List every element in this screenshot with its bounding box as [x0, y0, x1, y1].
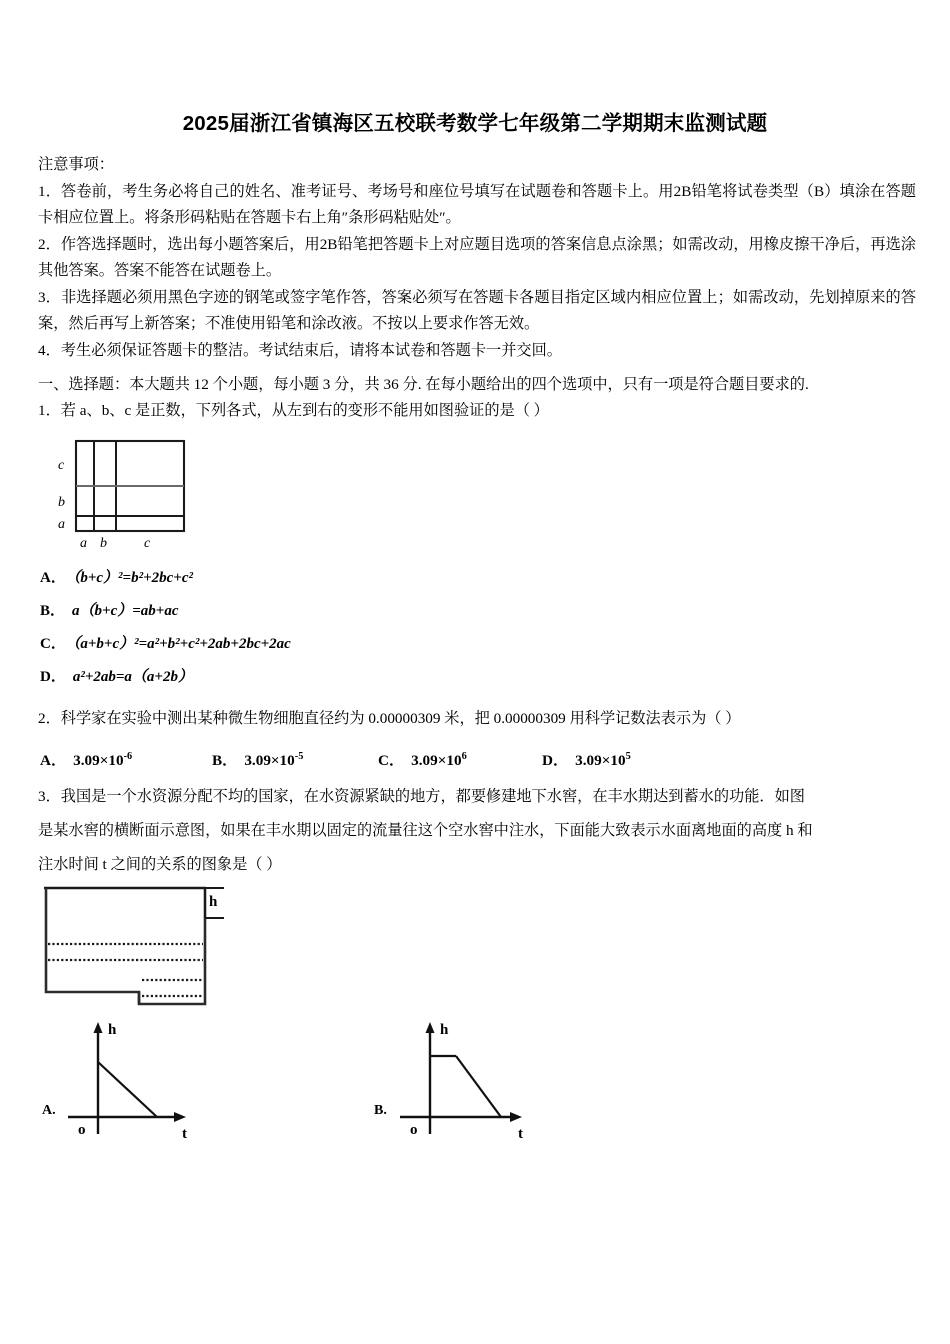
graph-a-y-label: h	[108, 1022, 117, 1038]
q2-option-d-mantissa: 3.09×10	[575, 752, 626, 769]
question-3-line-3: 注水时间 t 之间的关系的图象是（ ）	[38, 856, 282, 873]
graph-a-plot-line	[98, 1062, 157, 1117]
graph-b-option-label: B.	[374, 1103, 387, 1118]
q2-option-a-mantissa: 3.09×10	[73, 752, 124, 769]
q2-option-d-label: D．	[542, 752, 569, 769]
graph-a-origin-label: o	[78, 1122, 86, 1138]
grid-bottom-label-a: a	[80, 536, 87, 551]
figure-rectangle-grid	[36, 433, 216, 555]
page-title: 2025届浙江省镇海区五校联考数学七年级第二学期期末监测试题	[182, 112, 768, 135]
figure-water-cellar	[38, 884, 238, 1010]
q2-option-c-label: C．	[378, 752, 405, 769]
graph-b-svg	[372, 1018, 632, 1146]
graph-a-svg	[40, 1018, 300, 1146]
graph-b-plot-descend	[456, 1056, 501, 1117]
option-b-label: B．	[40, 603, 66, 619]
notice-item-2: 2．作答选择题时，选出每小题答案后，用2B铅笔把答题卡上对应题目选项的答案信息点涂黑；如需改动，用橡皮擦干净后，再选涂其他答案。答案不能答在试题卷上。	[38, 235, 916, 279]
question-1-number: 1．	[38, 402, 61, 419]
q2-option-c-mantissa: 3.09×10	[411, 752, 462, 769]
question-1-text: 若 a、b、c 是正数，下列各式，从左到右的变形不能用如图验证的是（ ）	[60, 402, 549, 419]
figure-graph-option-b[interactable]	[372, 1018, 632, 1146]
option-d-label: D．	[40, 669, 66, 685]
question-2-option-b[interactable]	[212, 748, 303, 774]
q2-option-b-mantissa: 3.09×10	[244, 752, 295, 769]
grid-left-label-c: c	[58, 458, 65, 473]
option-a-text: （b+c）²=b²+2bc+c²	[72, 570, 193, 586]
q2-option-a-exponent: -6	[123, 750, 133, 762]
option-a-label: A．	[40, 570, 66, 586]
question-2-stem	[38, 706, 918, 732]
question-3-line-2: 是某水窖的横断面示意图，如果在丰水期以固定的流量往这个空水窖中注水，下面能大致表示水面离地面的高度 h 和	[38, 822, 813, 839]
graph-b-y-label: h	[440, 1022, 449, 1038]
grid-bottom-label-b: b	[100, 536, 107, 551]
question-2-number: 2．	[38, 710, 61, 727]
question-1-option-c[interactable]	[40, 628, 560, 661]
cellar-height-label-h: h	[209, 894, 218, 910]
graph-b-x-label: t	[518, 1126, 523, 1142]
grid-left-label-b: b	[58, 495, 65, 510]
question-3-stem	[38, 780, 918, 882]
graph-a-option-label: A.	[42, 1103, 56, 1118]
question-3-line-1	[38, 780, 918, 814]
q2-option-a-label: A．	[40, 752, 67, 769]
graph-b-origin-label: o	[410, 1122, 418, 1138]
question-3-number: 3．	[38, 788, 61, 805]
question-1-option-b[interactable]	[40, 595, 560, 628]
question-1-options	[40, 562, 560, 694]
graph-b-y-arrowhead	[426, 1022, 435, 1033]
graph-a-y-arrowhead	[94, 1022, 103, 1033]
figure-graph-option-a[interactable]	[40, 1018, 300, 1146]
option-d-text: a²+2ab=a（a+2b）	[72, 669, 193, 685]
cellar-outline	[46, 888, 205, 1004]
grid-bottom-label-c: c	[144, 536, 151, 551]
notice-block	[38, 152, 916, 364]
graph-b-x-arrowhead	[510, 1112, 522, 1122]
question-2-text: 科学家在实验中测出某种微生物细胞直径约为 0.00000309 米，把 0.00000309 用科学记数法表示为（ ）	[60, 710, 741, 727]
question-1-stem	[38, 398, 918, 424]
q2-option-b-exponent: -5	[294, 750, 304, 762]
grid-left-label-a: a	[58, 517, 65, 532]
option-c-text: （a+b+c）²=a²+b²+c²+2ab+2bc+2ac	[72, 636, 291, 652]
question-1-option-a[interactable]	[40, 562, 560, 595]
question-2-option-a[interactable]	[40, 748, 132, 774]
notice-heading: 注意事项：	[38, 156, 114, 173]
notice-item-3: 3．非选择题必须用黑色字迹的钢笔或签字笔作答，答案必须写在答题卡各题目指定区域内相应位置上；如需改动，先划掉原来的答案，然后再写上新答案；不准使用铅笔和涂改液。不按以上要求作答无效。	[38, 288, 916, 332]
graph-a-x-arrowhead	[174, 1112, 186, 1122]
notice-item-4: 4．考生必须保证答题卡的整洁。考试结束后，请将本试卷和答题卡一并交回。	[38, 341, 562, 359]
rectangle-grid-svg	[36, 433, 216, 555]
question-2-option-c[interactable]	[378, 748, 467, 774]
notice-item-1: 1．答卷前，考生务必将自己的姓名、准考证号、考场号和座位号填写在试题卷和答题卡上。用2B铅笔将试卷类型（B）填涂在答题卡相应位置上。将条形码粘贴在答题卡右上角″条形码粘贴处″。	[38, 182, 916, 226]
question-3-text-1: 我国是一个水资源分配不均的国家，在水资源紧缺的地方，都要修建地下水窖，在丰水期达到蓄水的功能．如图	[60, 788, 805, 805]
option-b-text: a（b+c）=ab+ac	[72, 603, 179, 619]
graph-a-x-label: t	[182, 1126, 187, 1142]
section-heading-multiple-choice: 一、选择题：本大题共 12 个小题，每小题 3 分，共 36 分. 在每小题给出的四个选项中，只有一项是符合题目要求的.	[38, 376, 809, 393]
option-c-label: C．	[40, 636, 66, 652]
question-2-option-d[interactable]	[542, 748, 631, 774]
q2-option-d-exponent: 5	[625, 750, 631, 762]
water-cellar-svg	[38, 884, 238, 1010]
question-1-option-d[interactable]	[40, 661, 560, 694]
q2-option-b-label: B．	[212, 752, 238, 769]
q2-option-c-exponent: 6	[461, 750, 467, 762]
